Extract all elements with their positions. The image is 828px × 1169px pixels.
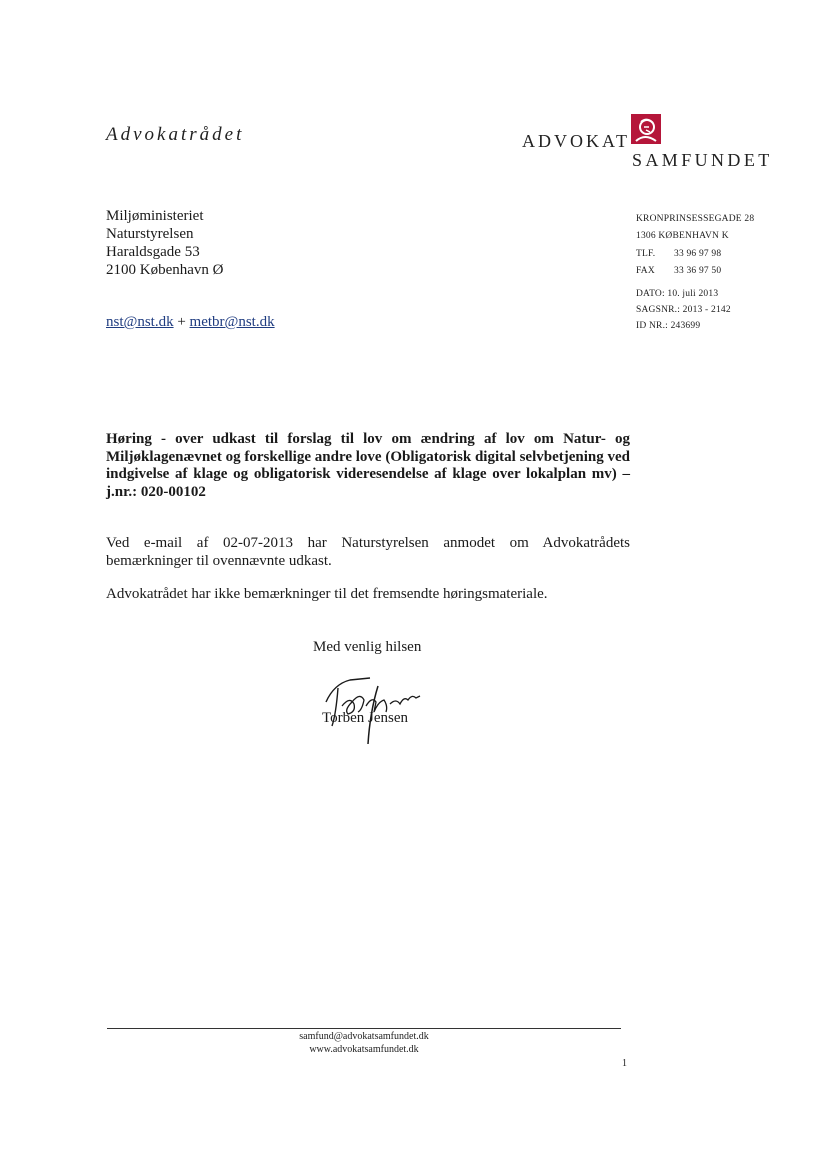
- logo-text-bottom: SAMFUNDET: [632, 150, 773, 170]
- sender-contact: [636, 211, 754, 280]
- document-meta: [636, 286, 731, 334]
- signer-name: Torben Jensen: [322, 710, 409, 726]
- contact-city: 1306 KØBENHAVN K: [636, 231, 729, 242]
- contact-phone: [636, 246, 754, 263]
- contact-fax: [636, 263, 754, 280]
- footer-divider: [107, 1028, 621, 1029]
- footer-website[interactable]: www.advokatsamfundet.dk: [309, 1044, 419, 1055]
- phone-value: 33 96 97 98: [674, 248, 722, 259]
- recipient-line: Haraldsgade 53: [106, 244, 200, 260]
- footer-email[interactable]: samfund@advokatsamfundet.dk: [299, 1031, 429, 1042]
- fax-value: 33 36 97 50: [674, 265, 722, 276]
- letter-subject: Høring - over udkast til forslag til lov om ændring af lov om Natur- og Miljøklagenævnet og forskellige andre love (Obligatorisk digital selvbetjening ved indgivelse af klage og obligatorisk videresendelse af klage over lokalplan mv) – j.nr.: 020-00102: [106, 431, 630, 500]
- logo-emblem-icon: [631, 114, 661, 144]
- page-number: 1: [622, 1058, 627, 1069]
- body-paragraph: Ved e-mail af 02-07-2013 har Naturstyrelsen anmodet om Advokatrådets bemærkninger til ovennævnte udkast.: [106, 535, 630, 569]
- footer: [214, 1030, 514, 1056]
- id-number: ID NR.: 243699: [636, 321, 701, 331]
- contact-street: KRONPRINSESSEGADE 28: [636, 214, 755, 224]
- logo-text-top: ADVOKAT: [522, 131, 630, 151]
- recipient-line: Miljøministeriet: [106, 208, 204, 224]
- handwritten-signature: [312, 666, 432, 748]
- email-separator: +: [173, 314, 190, 330]
- phone-label: TLF.: [636, 248, 656, 259]
- recipient-line: Naturstyrelsen: [106, 226, 194, 242]
- email-link-metbr[interactable]: metbr@nst.dk: [189, 314, 275, 330]
- closing-greeting: Med venlig hilsen: [313, 639, 422, 655]
- case-number: SAGSNR.: 2013 - 2142: [636, 305, 731, 315]
- recipient-address: [106, 207, 223, 279]
- recipient-emails: [106, 314, 275, 331]
- document-date: DATO: 10. juli 2013: [636, 289, 719, 299]
- body-paragraph: Advokatrådet har ikke bemærkninger til det fremsendte høringsmateriale.: [106, 586, 548, 602]
- sender-name: Advokatrådet: [106, 124, 245, 145]
- email-link-nst[interactable]: nst@nst.dk: [106, 314, 174, 330]
- recipient-line: 2100 København Ø: [106, 262, 224, 278]
- fax-label: FAX: [636, 265, 655, 276]
